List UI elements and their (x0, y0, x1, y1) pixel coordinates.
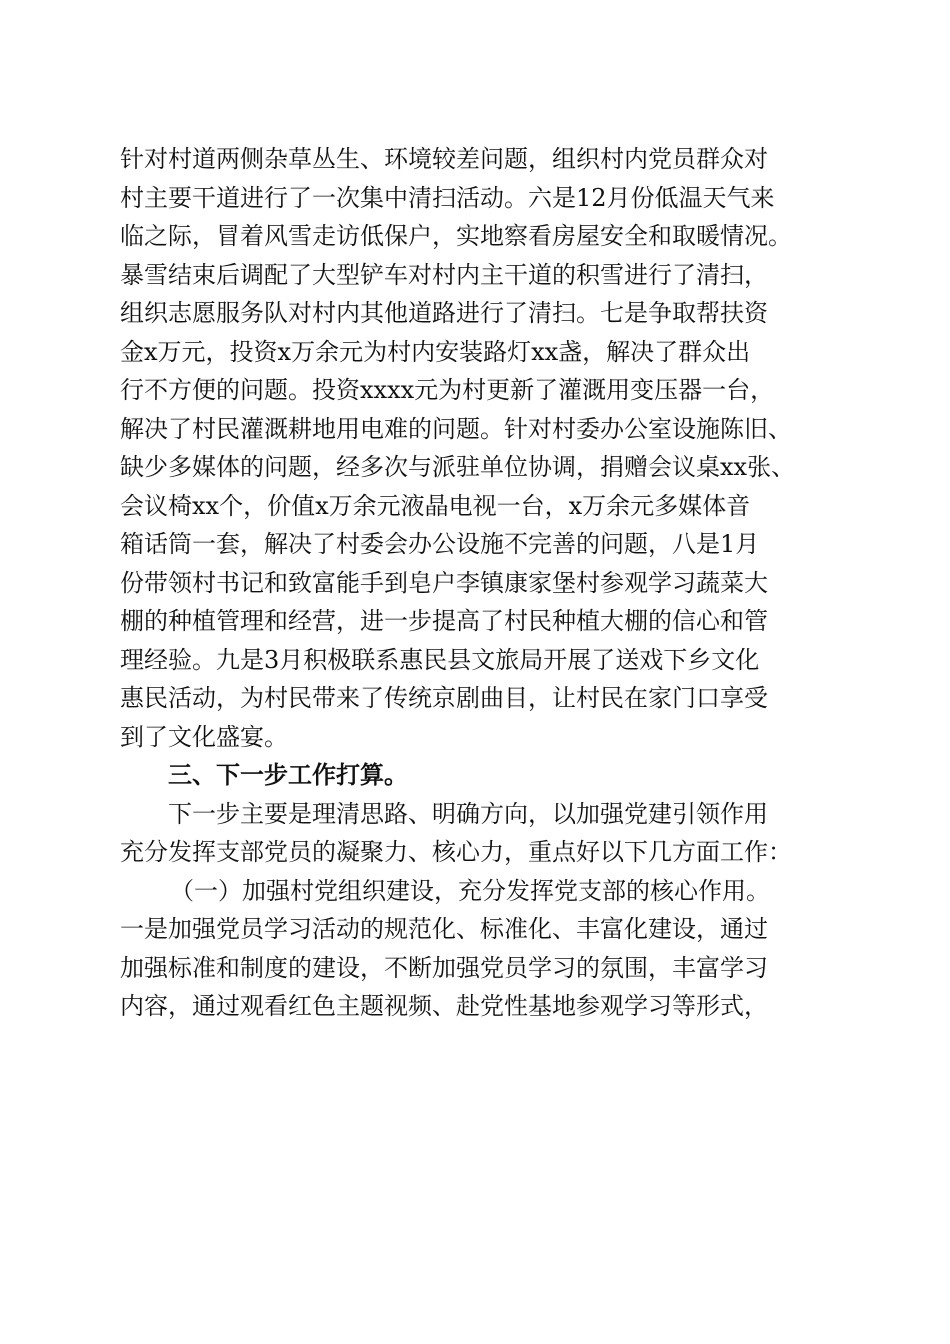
body-line: 一是加强党员学习活动的规范化、标准化、丰富化建设，通过 (120, 915, 768, 943)
body-line: 针对村道两侧杂草丛生、环境较差问题，组织村内党员群众对 (120, 145, 768, 173)
body-line: 内容，通过观看红色主题视频、赴党性基地参观学习等形式， (120, 992, 768, 1020)
body-line: 解决了村民灌溉耕地用电难的问题。针对村委办公室设施陈旧、 (120, 414, 792, 443)
body-line: 金x万元，投资x万余元为村内安装路灯xx盏，解决了群众出 (120, 337, 751, 366)
body-line: 下一步主要是理清思路、明确方向，以加强党建引领作用 (168, 799, 768, 828)
subheading: （一）加强村党组织建设，充分发挥党支部的核心作用。 (170, 876, 770, 905)
body-line: 份带领村书记和致富能手到皂户李镇康家堡村参观学习蔬菜大 (120, 568, 768, 597)
body-line: 会议椅xx个，价值x万余元液晶电视一台，x万余元多媒体音 (120, 491, 751, 520)
body-line: 行不方便的问题。投资xxxx元为村更新了灌溉用变压器一台， (120, 376, 775, 404)
section-heading: 三、下一步工作打算。 (168, 760, 408, 789)
body-line: 临之际，冒着风雪走访低保户，实地察看房屋安全和取暖情况。 (120, 222, 792, 250)
body-line: 到了文化盛宴。 (120, 722, 288, 751)
body-line: 箱话筒一套，解决了村委会办公设施不完善的问题，八是1月 (120, 530, 760, 558)
body-line: 充分发挥支部党员的凝聚力、核心力，重点好以下几方面工作： (120, 838, 792, 866)
body-line: 棚的种植管理和经营，进一步提高了村民种植大棚的信心和管 (120, 607, 768, 635)
body-line: 理经验。九是3月积极联系惠民县文旅局开展了送戏下乡文化 (120, 645, 760, 674)
document-body (120, 140, 840, 1026)
body-line: 惠民活动，为村民带来了传统京剧曲目，让村民在家门口享受 (120, 684, 768, 712)
body-line: 暴雪结束后调配了大型铲车对村内主干道的积雪进行了清扫， (120, 260, 768, 289)
body-line: 加强标准和制度的建设，不断加强党员学习的氛围，丰富学习 (120, 953, 768, 982)
body-line: 村主要干道进行了一次集中清扫活动。六是12月份低温天气来 (120, 183, 775, 212)
body-line: 缺少多媒体的问题，经多次与派驻单位协调，捐赠会议桌xx张、 (120, 453, 796, 481)
body-line: 组织志愿服务队对村内其他道路进行了清扫。七是争取帮扶资 (120, 299, 768, 327)
